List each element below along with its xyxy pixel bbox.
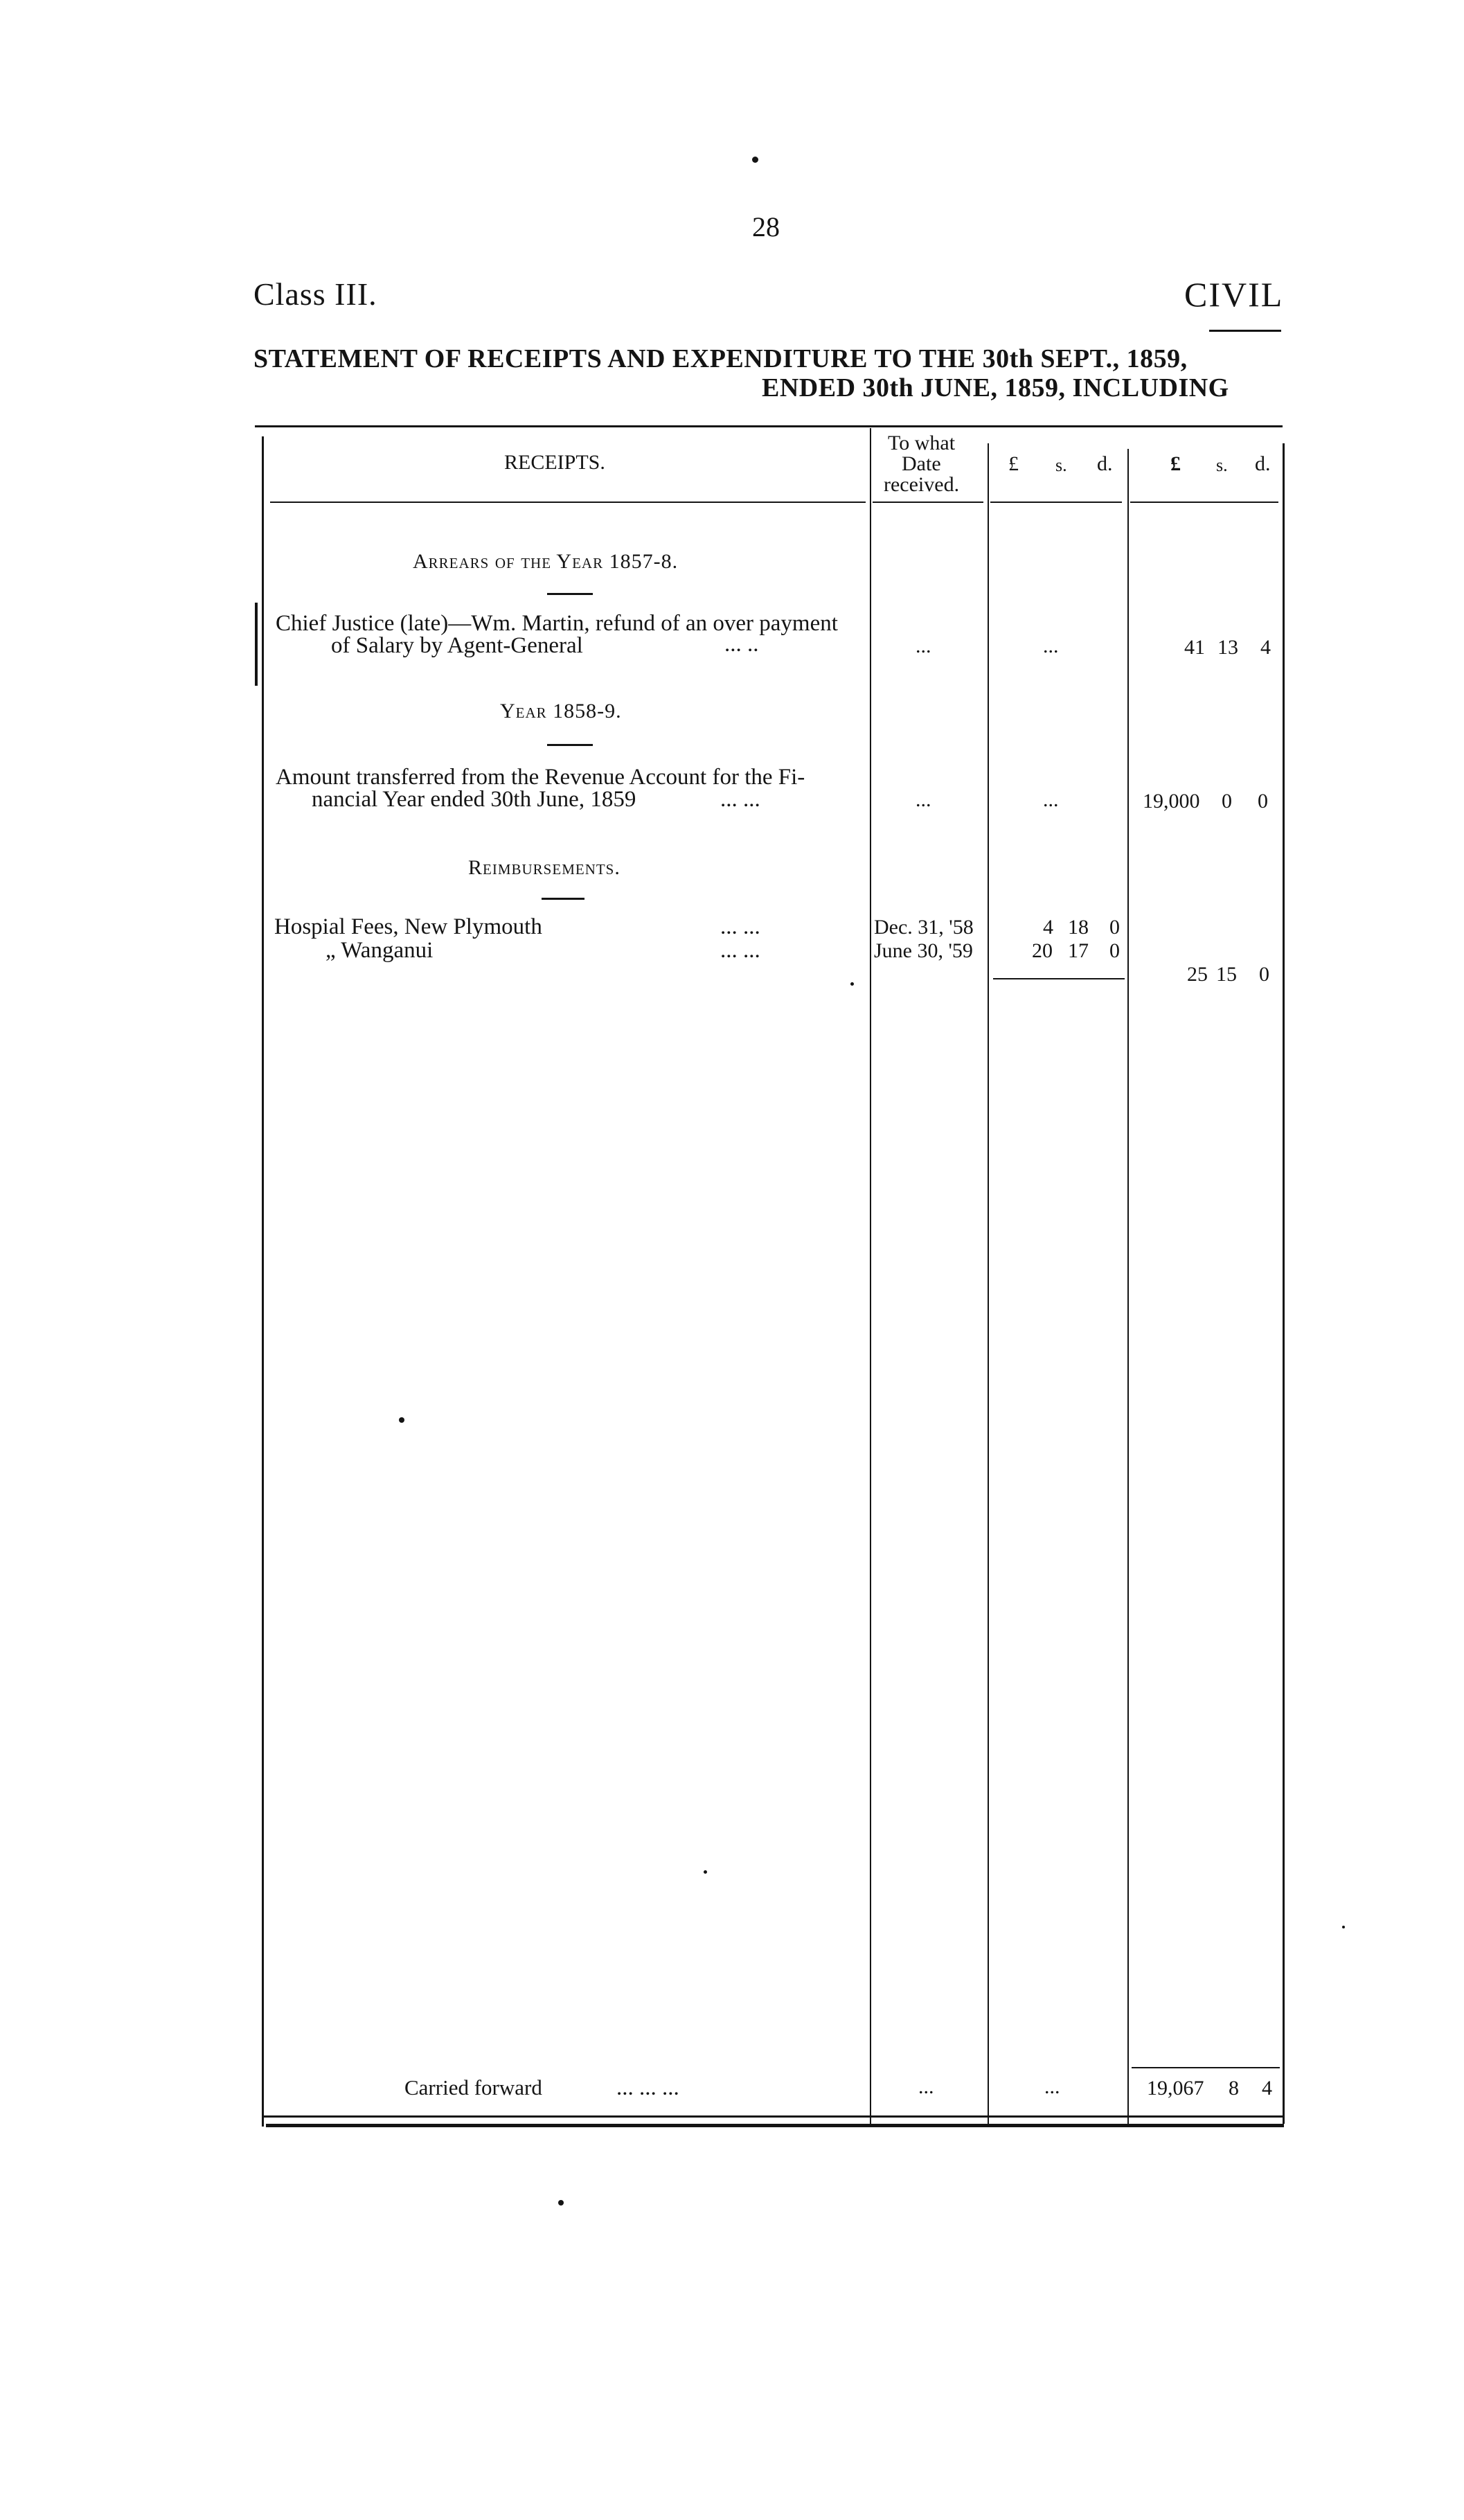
- arrears-entry-line2: of Salary by Agent-General: [331, 633, 583, 658]
- table-top-rule: [255, 425, 1283, 427]
- reimbursement-date: June 30, '59: [874, 939, 973, 962]
- column-rule-total: [1127, 449, 1129, 2124]
- header-shilling-total: s.: [1216, 455, 1228, 475]
- year-date: ...: [916, 788, 931, 811]
- table-left-rule: [262, 436, 264, 2127]
- table-bottom-rule: [262, 2115, 1284, 2118]
- year-leader-dots: ... ...: [720, 787, 760, 812]
- carried-forward-subtotal: ...: [1044, 2075, 1060, 2098]
- print-speck: [850, 982, 854, 986]
- header-rule-receipts: [270, 502, 866, 503]
- reimbursement-label: Hospial Fees, New Plymouth: [274, 914, 542, 939]
- reimbursement-shillings: 17: [1068, 939, 1089, 962]
- year-total-pounds: 19,000: [1143, 790, 1200, 813]
- reimbursements-total-shillings: 15: [1216, 963, 1237, 986]
- reimbursement-leader-dots: ... ...: [720, 914, 760, 939]
- column-rule-date: [870, 428, 871, 2124]
- year-total-shillings: 0: [1222, 790, 1232, 813]
- section-title: CIVIL: [1184, 275, 1284, 314]
- class-label: Class III.: [253, 276, 377, 312]
- reimbursement-label: „ Wanganui: [325, 938, 434, 963]
- carried-forward-date: ...: [918, 2075, 934, 2098]
- reimbursement-pence: 0: [1109, 916, 1120, 939]
- statement-title-line1: STATEMENT OF RECEIPTS AND EXPENDITURE TO THE 30th SEPT., 1859,: [253, 344, 1188, 373]
- arrears-total-pence: 4: [1260, 636, 1271, 659]
- section-heading-reimbursements: Reimbursements.: [468, 856, 621, 879]
- year-entry-line2: nancial Year ended 30th June, 1859: [312, 787, 636, 812]
- reimbursements-total-pounds: 25: [1187, 963, 1208, 986]
- header-pence-subtotal: d.: [1097, 452, 1113, 475]
- column-rule-subtotal: [988, 443, 989, 2124]
- title-rule: [1209, 330, 1281, 332]
- header-receipts: RECEIPTS.: [504, 451, 605, 474]
- arrears-subtotal: ...: [1043, 635, 1059, 657]
- reimbursement-shillings: 18: [1068, 916, 1089, 939]
- print-speck: [704, 1870, 707, 1874]
- carried-forward-total-shillings: 8: [1229, 2077, 1239, 2100]
- header-date-line3: received.: [884, 473, 960, 496]
- arrears-total-pounds: 41: [1184, 636, 1205, 659]
- reimbursement-pence: 0: [1109, 939, 1120, 962]
- reimbursements-total-pence: 0: [1259, 963, 1269, 986]
- reimbursement-pounds: 4: [1043, 916, 1053, 939]
- section-rule-arrears: [547, 593, 593, 595]
- header-pound-total: £: [1170, 452, 1181, 475]
- page-number: 28: [752, 211, 780, 242]
- arrears-entry-line1: Chief Justice (late)—Wm. Martin, refund of an over payment: [276, 611, 838, 636]
- carried-forward-leader-dots: ... ... ...: [616, 2075, 679, 2100]
- year-entry-line1: Amount transferred from the Revenue Account for the Fi-: [276, 765, 805, 790]
- print-speck: [1342, 1926, 1345, 1928]
- header-date-line1: To what: [888, 432, 956, 454]
- table-bottom-double-rule: [266, 2124, 1284, 2127]
- total-rule: [1132, 2067, 1280, 2068]
- year-subtotal: ...: [1043, 788, 1059, 811]
- table-right-rule: [1283, 443, 1285, 2124]
- header-shilling-subtotal: s.: [1055, 455, 1067, 475]
- arrears-total-shillings: 13: [1217, 636, 1238, 659]
- statement-title-line2: ENDED 30th JUNE, 1859, INCLUDING: [762, 373, 1229, 402]
- print-speck: [399, 1417, 404, 1423]
- carried-forward-total-pounds: 19,067: [1147, 2077, 1204, 2100]
- section-rule-reimbursements: [542, 898, 584, 900]
- carried-forward-total-pence: 4: [1262, 2077, 1272, 2100]
- section-heading-arrears: Arrears of the Year 1857-8.: [413, 550, 679, 573]
- print-speck: [558, 2200, 564, 2206]
- reimbursement-date: Dec. 31, '58: [874, 916, 974, 939]
- header-pence-total: d.: [1255, 452, 1271, 475]
- header-pound-subtotal: £: [1008, 452, 1019, 475]
- arrears-leader-dots: ... ..: [724, 632, 759, 657]
- print-speck: [752, 157, 758, 163]
- section-rule-year: [547, 744, 593, 746]
- year-total-pence: 0: [1258, 790, 1268, 813]
- reimbursement-leader-dots: ... ...: [720, 938, 760, 963]
- header-date-line2: Date: [902, 452, 941, 475]
- arrears-date: ...: [916, 635, 931, 657]
- header-rule-total: [1130, 502, 1278, 503]
- table-left-brace: [255, 603, 258, 686]
- header-rule-subtotal: [990, 502, 1122, 503]
- header-rule-date: [873, 502, 983, 503]
- section-heading-year: Year 1858-9.: [500, 700, 622, 722]
- subtotal-rule: [993, 978, 1125, 979]
- carried-forward-label: Carried forward: [404, 2075, 542, 2100]
- reimbursement-pounds: 20: [1032, 939, 1053, 962]
